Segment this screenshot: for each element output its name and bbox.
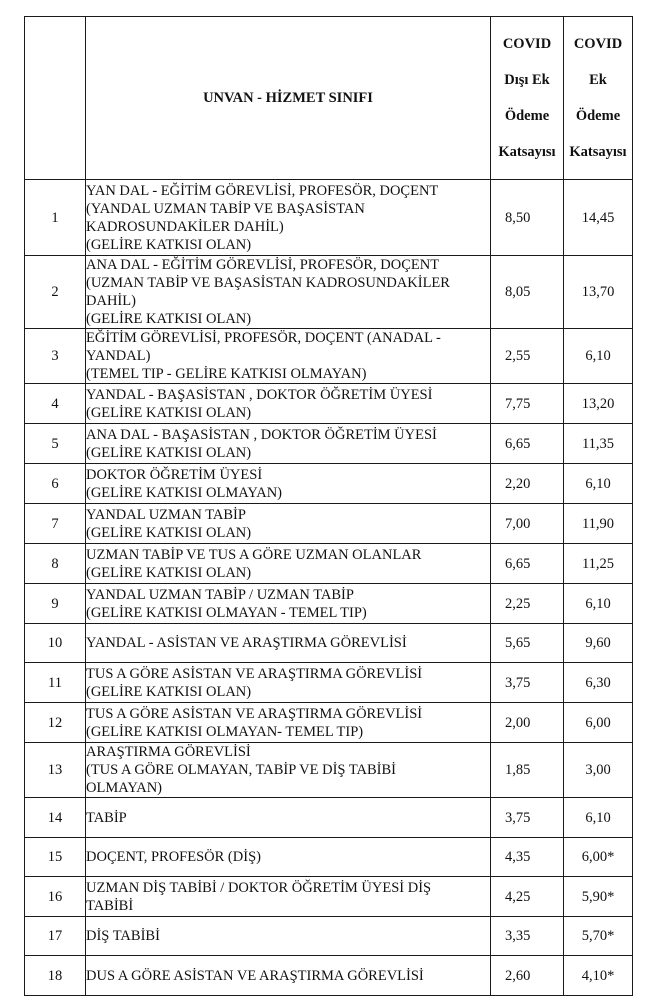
non-covid-coefficient: 2,60	[491, 956, 564, 996]
title-line: ARAŞTIRMA GÖREVLİSİ	[86, 744, 251, 760]
table-row	[25, 798, 633, 838]
row-number: 4	[25, 384, 86, 424]
title-line: (TUS A GÖRE OLMAYAN, TABİP VE DİŞ TABİBİ	[86, 762, 397, 778]
title-service-class	[86, 584, 491, 624]
table-row	[25, 838, 633, 877]
title-line: (GELİRE KATKISI OLMAYAN- TEMEL TIP)	[86, 723, 364, 740]
title-line: (UZMAN TABİP VE BAŞASİSTAN KADROSUNDAKİLER	[86, 275, 450, 291]
title-line: (YANDAL UZMAN TABİP VE BAŞASİSTAN	[86, 200, 365, 217]
title-service-class	[86, 329, 491, 384]
table-row	[25, 384, 633, 424]
title-line: DUS A GÖRE ASİSTAN VE ARAŞTIRMA GÖREVLİSİ	[86, 967, 424, 984]
title-service-class	[86, 256, 491, 329]
covid-coefficient: 14,45	[564, 180, 633, 256]
header-line: Ödeme	[575, 108, 621, 124]
header-title: UNVAN - HİZMET SINIFI	[86, 17, 491, 180]
non-covid-coefficient: 5,65	[491, 624, 564, 663]
table-body	[25, 180, 633, 996]
table-row	[25, 256, 633, 329]
title-service-class	[86, 956, 491, 996]
title-line: (GELİRE KATKISI OLAN)	[86, 524, 252, 541]
title-line: YAN DAL - EĞİTİM GÖREVLİSİ, PROFESÖR, DOÇENT	[86, 182, 439, 199]
table-row	[25, 584, 633, 624]
table-row	[25, 703, 633, 743]
title-line: (GELİRE KATKISI OLMAYAN - TEMEL TIP)	[86, 604, 367, 621]
title-line: TABİP	[86, 809, 127, 826]
non-covid-coefficient: 8,50	[491, 180, 564, 256]
table-row	[25, 544, 633, 584]
title-line: YANDAL UZMAN TABİP	[86, 506, 246, 523]
row-number: 9	[25, 584, 86, 624]
title-service-class	[86, 703, 491, 743]
title-line: DOKTOR ÖĞRETİM ÜYESİ	[86, 466, 263, 483]
coefficient-table	[24, 16, 633, 996]
title-line: UZMAN TABİP VE TUS A GÖRE UZMAN OLANLAR	[86, 546, 422, 563]
non-covid-coefficient: 6,65	[491, 424, 564, 464]
row-number: 18	[25, 956, 86, 996]
title-line: TUS A GÖRE ASİSTAN VE ARAŞTIRMA GÖREVLİSİ	[86, 665, 423, 682]
header-non-covid-coefficient	[491, 17, 564, 180]
header-line: Katsayısı	[569, 144, 627, 160]
title-service-class	[86, 743, 491, 798]
title-line: EĞİTİM GÖREVLİSİ, PROFESÖR, DOÇENT (ANADAL -	[86, 330, 441, 346]
title-line: (GELİRE KATKISI OLAN)	[86, 683, 252, 700]
title-service-class	[86, 180, 491, 256]
row-number: 3	[25, 329, 86, 384]
non-covid-coefficient: 7,75	[491, 384, 564, 424]
title-line: DOÇENT, PROFESÖR (DİŞ)	[86, 849, 261, 865]
non-covid-coefficient: 6,65	[491, 544, 564, 584]
title-line: OLMAYAN)	[86, 780, 162, 796]
table-row	[25, 743, 633, 798]
title-service-class	[86, 877, 491, 917]
covid-coefficient: 11,90	[564, 504, 633, 544]
table-row	[25, 663, 633, 703]
title-line: YANDAL UZMAN TABİP / UZMAN TABİP	[86, 586, 354, 603]
title-line: TABİBİ	[86, 897, 134, 914]
row-number: 5	[25, 424, 86, 464]
covid-coefficient: 4,10*	[564, 956, 633, 996]
title-line: (GELİRE KATKISI OLMAYAN)	[86, 484, 283, 501]
title-service-class	[86, 384, 491, 424]
table-row	[25, 464, 633, 504]
covid-coefficient: 5,90*	[564, 877, 633, 917]
title-line: YANDAL - ASİSTAN VE ARAŞTIRMA GÖREVLİSİ	[86, 635, 407, 651]
covid-coefficient: 13,20	[564, 384, 633, 424]
header-line: Ödeme	[504, 108, 550, 124]
title-line: ANA DAL - BAŞASİSTAN , DOKTOR ÖĞRETİM ÜYESİ	[86, 426, 437, 443]
table-row	[25, 180, 633, 256]
row-number: 8	[25, 544, 86, 584]
title-line: ANA DAL - EĞİTİM GÖREVLİSİ, PROFESÖR, DOÇENT	[86, 257, 440, 273]
row-number: 15	[25, 838, 86, 877]
title-line: (GELİRE KATKISI OLAN)	[86, 564, 252, 581]
title-service-class	[86, 544, 491, 584]
title-line: (TEMEL TIP - GELİRE KATKISI OLMAYAN)	[86, 366, 367, 382]
covid-coefficient: 3,00	[564, 743, 633, 798]
covid-coefficient: 6,10	[564, 464, 633, 504]
covid-coefficient: 6,10	[564, 584, 633, 624]
table-row	[25, 877, 633, 917]
header-line: Dışı Ek	[504, 72, 550, 88]
covid-coefficient: 13,70	[564, 256, 633, 329]
non-covid-coefficient: 4,25	[491, 877, 564, 917]
non-covid-coefficient: 3,35	[491, 917, 564, 956]
row-number: 11	[25, 663, 86, 703]
table-row	[25, 424, 633, 464]
title-service-class	[86, 798, 491, 838]
non-covid-coefficient: 2,55	[491, 329, 564, 384]
covid-coefficient: 6,00	[564, 703, 633, 743]
header-number-cell	[25, 17, 86, 180]
title-line: KADROSUNDAKİLER DAHİL)	[86, 218, 284, 235]
header-line: COVID	[502, 36, 552, 52]
table-row	[25, 329, 633, 384]
covid-coefficient: 11,25	[564, 544, 633, 584]
header-row	[25, 17, 633, 180]
title-service-class	[86, 504, 491, 544]
title-service-class	[86, 624, 491, 663]
row-number: 7	[25, 504, 86, 544]
non-covid-coefficient: 2,25	[491, 584, 564, 624]
covid-coefficient: 5,70*	[564, 917, 633, 956]
non-covid-coefficient: 1,85	[491, 743, 564, 798]
row-number: 6	[25, 464, 86, 504]
non-covid-coefficient: 7,00	[491, 504, 564, 544]
non-covid-coefficient: 4,35	[491, 838, 564, 877]
covid-coefficient: 6,10	[564, 798, 633, 838]
header-line: Katsayısı	[498, 144, 556, 160]
header-covid-coefficient	[564, 17, 633, 180]
title-line: (GELİRE KATKISI OLAN)	[86, 236, 252, 253]
title-service-class	[86, 663, 491, 703]
header-line: COVID	[573, 36, 623, 52]
table-row	[25, 624, 633, 663]
title-line: YANDAL - BAŞASİSTAN , DOKTOR ÖĞRETİM ÜYESİ	[86, 386, 433, 403]
non-covid-coefficient: 3,75	[491, 798, 564, 838]
title-line: TUS A GÖRE ASİSTAN VE ARAŞTIRMA GÖREVLİSİ	[86, 705, 423, 722]
title-service-class	[86, 464, 491, 504]
non-covid-coefficient: 8,05	[491, 256, 564, 329]
title-line: (GELİRE KATKISI OLAN)	[86, 444, 252, 461]
title-service-class	[86, 917, 491, 956]
title-line: (GELİRE KATKISI OLAN)	[86, 404, 252, 421]
covid-coefficient: 6,00*	[564, 838, 633, 877]
row-number: 12	[25, 703, 86, 743]
row-number: 1	[25, 180, 86, 256]
row-number: 16	[25, 877, 86, 917]
covid-coefficient: 6,30	[564, 663, 633, 703]
table-row	[25, 956, 633, 996]
row-number: 14	[25, 798, 86, 838]
non-covid-coefficient: 2,20	[491, 464, 564, 504]
row-number: 17	[25, 917, 86, 956]
covid-coefficient: 6,10	[564, 329, 633, 384]
title-line: UZMAN DİŞ TABİBİ / DOKTOR ÖĞRETİM ÜYESİ DİŞ	[86, 879, 432, 896]
table-row	[25, 917, 633, 956]
non-covid-coefficient: 3,75	[491, 663, 564, 703]
header-line: Ek	[589, 72, 607, 88]
row-number: 10	[25, 624, 86, 663]
non-covid-coefficient: 2,00	[491, 703, 564, 743]
row-number: 13	[25, 743, 86, 798]
title-service-class	[86, 838, 491, 877]
title-line: (GELİRE KATKISI OLAN)	[86, 311, 252, 327]
title-line: YANDAL)	[86, 348, 151, 364]
row-number: 2	[25, 256, 86, 329]
title-line: DAHİL)	[86, 293, 136, 309]
table-row	[25, 504, 633, 544]
title-line: DİŞ TABİBİ	[86, 928, 160, 944]
title-service-class	[86, 424, 491, 464]
covid-coefficient: 9,60	[564, 624, 633, 663]
covid-coefficient: 11,35	[564, 424, 633, 464]
